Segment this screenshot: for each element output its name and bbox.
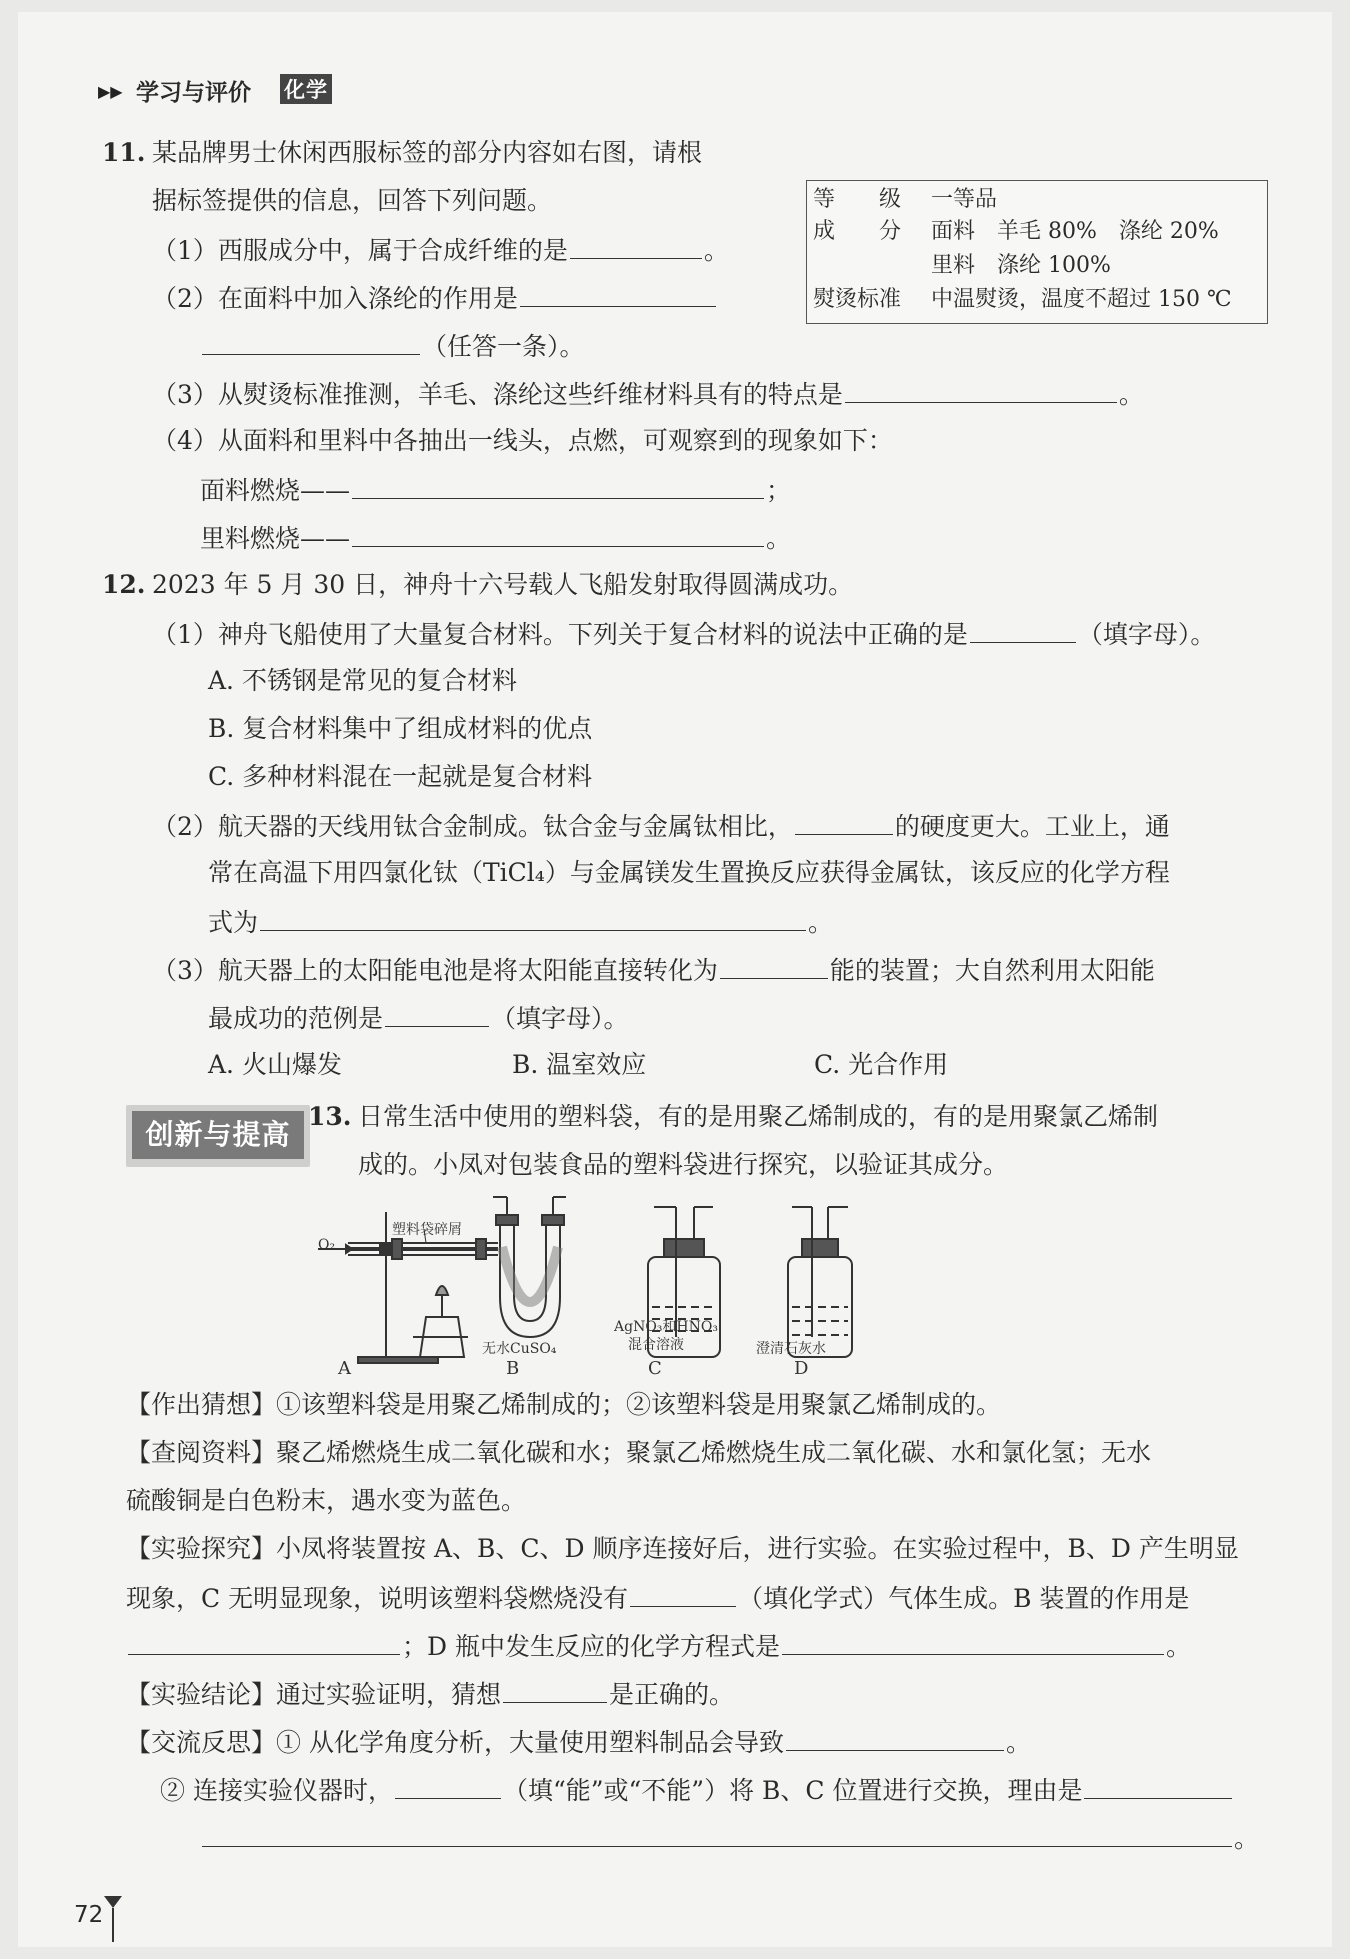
label-ironing-value: 中温熨烫，温度不超过 150 ℃ — [931, 287, 1232, 312]
page-marker-icon — [102, 1894, 124, 1944]
q11-burn-outer: 面料燃烧—— ； — [200, 472, 791, 508]
label-lining-fabric: 里料 涤纶 100% — [931, 253, 1111, 278]
label-ironing-key: 熨烫标准 — [813, 287, 902, 312]
q12-part2-line2: 常在高温下用四氯化钛（TiCl₄）与金属镁发生置换反应获得金属钛，该反应的化学方程 — [208, 858, 1170, 887]
section-title: 创新与提高 — [132, 1111, 304, 1159]
q13-reflection-2-cont: 。 — [200, 1820, 1259, 1856]
q11-burn-lining: 里料燃烧—— 。 — [200, 520, 791, 556]
q13-conclusion-blank[interactable] — [503, 1676, 607, 1703]
q11-part1: （1）西服成分中，属于合成纤维的是 。 — [152, 232, 729, 268]
q12-part3-option-c[interactable]: C. 光合作用 — [814, 1050, 949, 1079]
q13-b-purpose-blank[interactable] — [128, 1628, 400, 1655]
book-title: 学习与评价 — [136, 80, 251, 106]
q12-part1-blank[interactable] — [970, 616, 1076, 643]
q11-part1-blank[interactable] — [570, 232, 702, 259]
q13-reason-blank-b[interactable] — [202, 1820, 1232, 1847]
q11-part2: （2）在面料中加入涤纶的作用是 — [152, 280, 718, 316]
q13-d-equation-blank[interactable] — [782, 1628, 1164, 1655]
q12-part3-blank-b[interactable] — [385, 1000, 489, 1027]
q12-stem: 2023 年 5 月 30 日，神舟十六号载人飞船发射取得圆满成功。 — [152, 570, 854, 599]
letter-a: A — [338, 1358, 351, 1379]
subject-badge: 化学 — [280, 74, 332, 104]
q12-part1: （1）神舟飞船使用了大量复合材料。下列关于复合材料的说法中正确的是 （填字母）。 — [152, 616, 1215, 652]
q12-part3-blank-a[interactable] — [720, 952, 828, 979]
q11-stem-line2: 据标签提供的信息，回答下列问题。 — [152, 186, 553, 215]
q13-gas-formula-blank[interactable] — [630, 1580, 736, 1607]
q12-part3-option-b[interactable]: B. 温室效应 — [512, 1050, 647, 1079]
letter-c: C — [648, 1358, 662, 1379]
q12-part3-line2: 最成功的范例是 （填字母）。 — [208, 1000, 629, 1036]
letter-d: D — [794, 1358, 809, 1379]
q11-part2-cont: （任答一条）。 — [200, 328, 585, 364]
q13-guess: 【作出猜想】①该塑料袋是用聚乙烯制成的；②该塑料袋是用聚氯乙烯制成的。 — [126, 1390, 1002, 1419]
q11-number: 11. — [102, 138, 146, 167]
q13-exp-line3: ；D 瓶中发生反应的化学方程式是 。 — [126, 1628, 1191, 1664]
q13-exp-line2: 现象，C 无明显现象，说明该塑料袋燃烧没有 （填化学式）气体生成。B 装置的作用是 — [126, 1580, 1189, 1616]
q13-exp-line1: 【实验探究】小凤将装置按 A、B、C、D 顺序连接好后，进行实验。在实验过程中，B、D 产生明显 — [126, 1534, 1239, 1563]
apparatus-d — [788, 1207, 852, 1357]
q12-part2-blank-a[interactable] — [795, 808, 893, 835]
q11-part2-blank-a[interactable] — [520, 280, 716, 307]
q11-part3: （3）从熨烫标准推测，羊毛、涤纶这些纤维材料具有的特点是 。 — [152, 376, 1144, 412]
q12-option-a[interactable]: A. 不锈钢是常见的复合材料 — [208, 666, 517, 695]
q13-reason-blank-a[interactable] — [1084, 1772, 1232, 1799]
d-caption: 澄清石灰水 — [756, 1341, 826, 1357]
q11-part4: （4）从面料和里料中各抽出一线头，点燃，可观察到的现象如下： — [152, 426, 893, 455]
oxygen-label: O₂ — [318, 1237, 336, 1253]
q13-stem-line2: 成的。小凤对包装食品的塑料袋进行探究，以验证其成分。 — [358, 1150, 1009, 1179]
q13-can-swap-blank[interactable] — [395, 1772, 501, 1799]
q13-conclusion: 【实验结论】通过实验证明，猜想 是正确的。 — [126, 1676, 734, 1712]
bag-fragments-label: 塑料袋碎屑 — [392, 1222, 462, 1238]
label-grade-value: 一等品 — [931, 187, 998, 212]
section-banner — [126, 1105, 310, 1167]
page-number: 72 — [74, 1902, 104, 1928]
page — [18, 12, 1332, 1947]
q12-part2-line3: 式为 。 — [208, 904, 833, 940]
label-outer-fabric: 面料 羊毛 80% 涤纶 20% — [931, 219, 1219, 244]
q11-burn-lining-blank[interactable] — [352, 520, 764, 547]
label-composition-key: 成 分 — [813, 219, 902, 244]
c-caption-line1: AgNO₃和HNO₃ — [614, 1319, 718, 1335]
q11-burn-outer-blank[interactable] — [352, 472, 764, 499]
q13-reflection-1: 【交流反思】① 从化学角度分析，大量使用塑料制品会导致 。 — [126, 1724, 1031, 1760]
q12-option-c[interactable]: C. 多种材料混在一起就是复合材料 — [208, 762, 593, 791]
q12-option-b[interactable]: B. 复合材料集中了组成材料的优点 — [208, 714, 593, 743]
apparatus-b — [493, 1197, 566, 1337]
q11-part2-blank-b[interactable] — [202, 328, 420, 355]
q11-part3-blank[interactable] — [845, 376, 1117, 403]
header-arrows-icon: ▶▶ — [98, 82, 123, 101]
label-grade-key: 等 级 — [813, 187, 902, 212]
q11-stem-line1: 某品牌男士休闲西服标签的部分内容如右图，请根 — [152, 138, 703, 167]
q13-stem-line1: 日常生活中使用的塑料袋，有的是用聚乙烯制成的，有的是用聚氯乙烯制 — [358, 1102, 1159, 1131]
apparatus-figure — [308, 1187, 1068, 1387]
q12-number: 12. — [102, 570, 146, 599]
q13-reflection-2: ② 连接实验仪器时， （填“能”或“不能”）将 B、C 位置进行交换，理由是 — [160, 1772, 1234, 1808]
q12-part2-line1: （2）航天器的天线用钛合金制成。钛合金与金属钛相比， 的硬度更大。工业上，通 — [152, 808, 1170, 844]
q13-info-line1: 【查阅资料】聚乙烯燃烧生成二氧化碳和水；聚氯乙烯燃烧生成二氧化碳、水和氯化氢；无水 — [126, 1438, 1152, 1467]
q13-info-line2: 硫酸铜是白色粉末，遇水变为蓝色。 — [126, 1486, 527, 1515]
b-caption: 无水CuSO₄ — [482, 1341, 557, 1357]
letter-b: B — [506, 1358, 520, 1379]
q12-equation-blank[interactable] — [260, 904, 806, 931]
clothing-label-box — [806, 180, 1268, 324]
c-caption-line2: 混合溶液 — [628, 1337, 684, 1353]
q13-reflection-1-blank[interactable] — [786, 1724, 1004, 1751]
q13-number: 13. — [308, 1102, 352, 1131]
q12-part3-option-a[interactable]: A. 火山爆发 — [208, 1050, 342, 1079]
q12-part3-line1: （3）航天器上的太阳能电池是将太阳能直接转化为 能的装置；大自然利用太阳能 — [152, 952, 1155, 988]
